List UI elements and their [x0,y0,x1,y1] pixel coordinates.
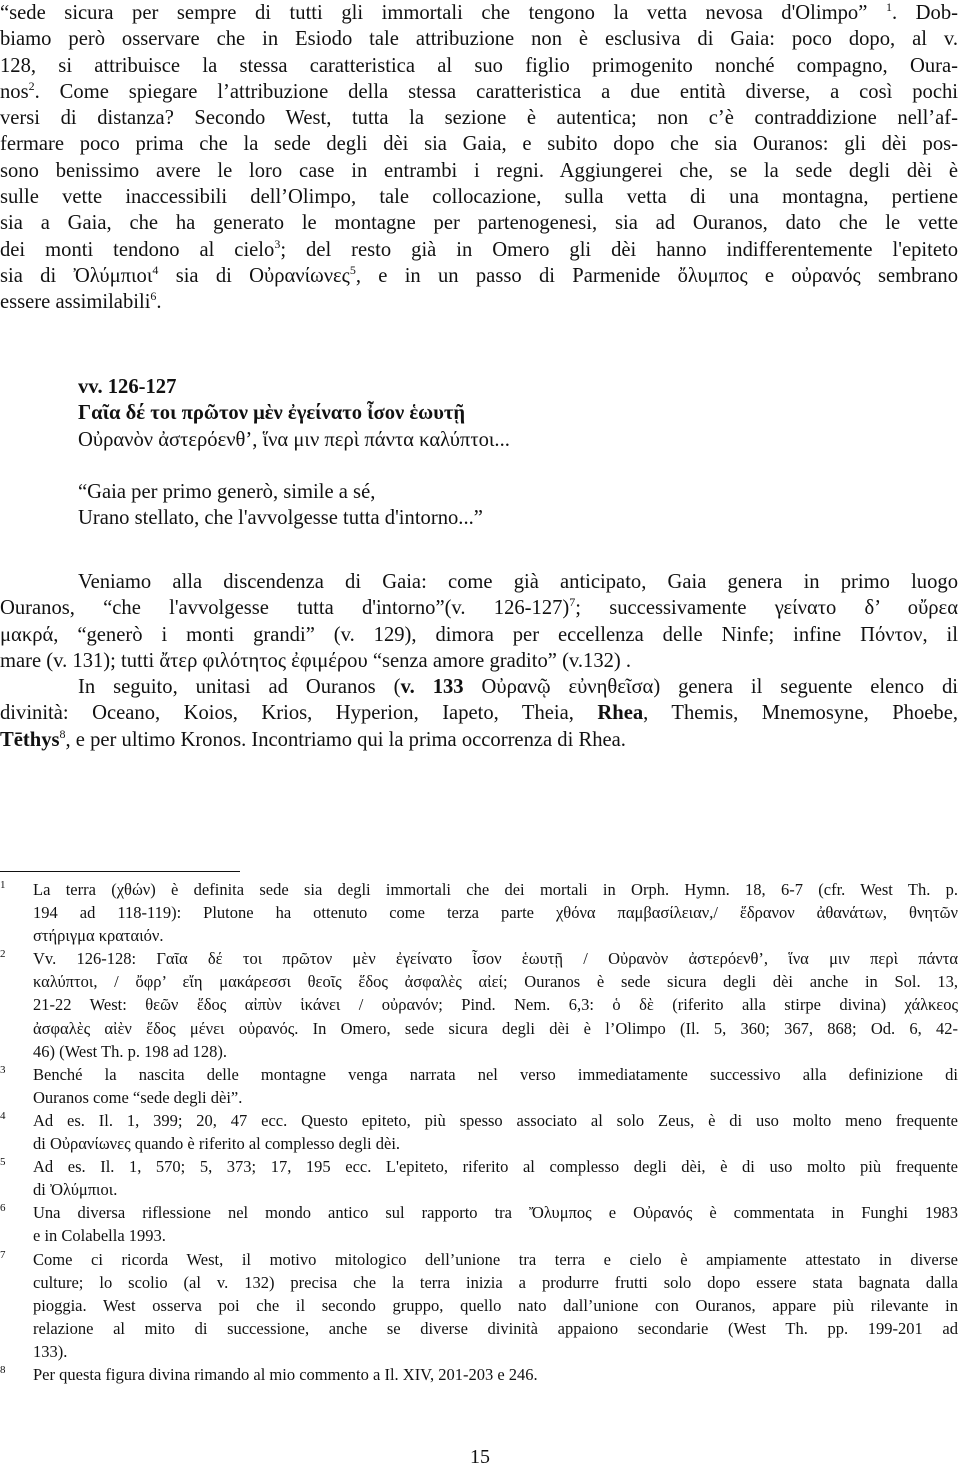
footnote-ref[interactable]: 5 [349,263,356,278]
text-line: Veniamo alla discendenza di Gaia: come già anticipato, Gaia genera in primo luogo [78,571,958,593]
text-span: sia di Ὀλύμπιοι [0,264,153,287]
footnote-number: 8 [0,1363,6,1376]
text-line [0,237,958,263]
footnote-ref[interactable]: 1 [885,0,892,15]
text-span: sia di Οὐρανίωνες [158,264,350,287]
footnote-line: pioggia. West osserva poi che il secondo gruppo, quello nato dall’unione con Ouranos, appare più rilevante in [33,1295,958,1315]
footnote-number: 6 [0,1202,6,1215]
footnote-line: Ad es. Il. 1, 570; 5, 373; 17, 195 ecc. L'epiteto, riferito al complesso degli dèi, è di uso molto più frequente [33,1157,958,1177]
footnote-line: ἀσφαλὲς αἰὲν ἕδος μένει οὐρανός. In Omero, sede sicura degli dèi è l’Olimpo (Il. 5, 360; 367, 868; Od. 6, 42- [33,1018,958,1038]
footnote-line: e in Colabella 1993. [33,1226,166,1246]
text-span: , Themis, Mnemosyne, Phoebe, [643,702,958,725]
text-line [0,700,958,726]
text-span: ; del resto già in Omero gli dèi hanno indifferentemente l'epiteto [280,238,958,261]
text-span: ; successivamente γείνατο δ’ οὔρεα [575,597,958,620]
footnote-number: 1 [0,879,6,891]
text-span: “sede sicura per sempre di tutti gli immortali che tengono la vetta nevosa d'Olimpo” [0,2,886,24]
page-number: 15 [470,1446,490,1468]
verse-reference: vv. 126-127 [78,376,177,398]
text-line [0,674,958,700]
footnote [0,1109,958,1155]
footnote-line: στήριγμα κραταιόν. [33,926,164,946]
footnote-ref[interactable]: 4 [152,263,159,278]
footnote-number: 4 [0,1109,6,1122]
footnote-line: Per questa figura divina rimando al mio commento a Il. XIV, 201-203 e 246. [33,1364,538,1384]
text-span: In seguito, unitasi ad Ouranos ( [78,676,401,699]
footnote-separator [0,871,240,872]
footnote-number: 2 [0,948,6,961]
text-span: . Dob- [891,2,958,24]
footnote-line: 194 ad 118-119): Plutone ha ottenuto come terza parte χθόνα παμβασίλειαν,/ ἕδρανον ἀθανάτων, θνητῶν [33,903,958,923]
footnote-line: culture; lo scolio (al v. 132) precisa che la terra inizia a produrre frutti solo dopo essere stata bagnata dalla [33,1272,958,1292]
name-rhea: Rhea [597,702,644,725]
text-line [0,79,958,105]
footnote-ref[interactable]: 2 [28,79,35,94]
footnote-line: Benché la nascita delle montagne venga narrata nel verso immediatamente successivo alla definizione di [33,1064,958,1084]
text-span: essere assimilabili [0,291,151,314]
paragraph-descendants [0,569,958,753]
name-tethys: Tēthys [0,728,60,751]
italian-translation-line: “Gaia per primo generò, simile a sé, [78,481,376,504]
footnote [0,1248,958,1363]
footnote [0,1363,958,1386]
text-line: mare (v. 131); tutti ἄτερ φιλότητος ἐφιμέρου “senza amore gradito” (v.132) . [0,649,632,672]
paragraph-hesiod-commentary [0,0,958,316]
footnote-line: di Οὐρανίωνες quando è riferito al complesso degli dèi. [33,1134,401,1154]
footnotes-section [0,878,958,1386]
text-line [0,595,958,621]
footnote [0,1155,958,1201]
text-line: sulle vette inaccessibili dell’Olimpo, tale collocazione, sulla vetta di una montagna, pertiene [0,186,958,209]
footnote-ref[interactable]: 7 [569,595,576,610]
greek-verse-line [78,400,678,426]
footnote-line: di Ὀλύμπιοι. [33,1180,118,1200]
text-span: , e per ultimo Kronos. Incontriamo qui la prima occorrenza di Rhea. [65,728,626,751]
text-line: sono benissimo avere le loro case in entrambi i regni. Aggiungerei che, se la sede degli dèi è [0,159,958,182]
text-span: . Come spiegare l’attribuzione della stessa caratteristica a due entità diverse, a così pochi [34,80,958,103]
footnote-line: Come ci ricorda West, il motivo mitologico dell’unione tra terra e cielo è ampiamente attestato in diverse [33,1249,958,1269]
footnote-number: 5 [0,1156,6,1169]
footnote [0,947,958,1062]
text-span: . [156,291,162,314]
greek-verse-line: Οὐρανὸν ἀστερόενθ’, ἵνα μιν περὶ πάντα καλύπτοι... [78,428,510,451]
verse-quotation [78,374,678,532]
footnote-number: 7 [0,1248,6,1261]
text-span: Ouranos, “che l'avvolgesse tutta d'intorno”(v. 126-127) [0,597,570,620]
footnote-line: relazione al mito di successione, anche se diverse divinità appaiono secondarie (West Th. pp. 199-201 ad [33,1318,958,1338]
italian-translation-line: Urano stellato, che l'avvolgesse tutta d'intorno...” [78,507,483,530]
footnote [0,1063,958,1109]
footnote-line: Vv. 126-128: Γαῖα δέ τοι πρῶτον μὲν ἐγείνατο ἶσον ἑωυτῇ / Οὐρανὸν ἀστερόενθ’, ἵνα μιν περὶ πάντα [33,949,958,969]
spacer [78,453,678,479]
footnote-ref[interactable]: 6 [150,289,157,304]
text-span: divinità: Oceano, Koios, Krios, Hyperion, Iapeto, Theia, [0,702,598,725]
text-line: versi di distanza? Secondo West, tutta la sezione è autentica; non c’è contraddizione nell’af- [0,107,958,130]
text-line: μακρά, “generò i monti grandi” (v. 129), dimora per eccellenza delle Ninfe; infine Πόντον, il [0,623,958,646]
greek-verse-text: Γαῖα δέ τοι πρῶτον μὲν ἐγείνατο ἶσον ἑωυτῇ [78,402,466,425]
footnote-line: 46) (West Th. p. 198 ad 128). [33,1041,228,1061]
text-span: Οὐρανῷ εὐνηθεῖσα) genera il seguente elenco di [463,676,958,699]
text-span: nos [0,80,29,103]
text-line: fermare poco prima che la sede degli dèi sia Gaia, e subito dopo che sia Ouranos: gli dèi pos- [0,133,958,156]
text-line [0,727,958,753]
footnote [0,878,958,947]
footnote [0,1201,958,1247]
text-line [0,0,958,26]
text-line [0,263,958,289]
text-span: dei monti tendono al cielo [0,238,275,261]
footnote-line: Una diversa riflessione nel mondo antico sul rapporto tra Ὄλυμπος e Οὐρανός è commentata in Funghi 1983 [33,1203,958,1223]
verse-ref-bold: v. 133 [400,676,464,699]
text-line: 128, si attribuisce la stessa caratteristica al suo figlio primogenito nonché compagno, Oura- [0,54,958,77]
footnote-line: 133). [33,1341,68,1361]
text-line [0,289,958,315]
footnote-line: 21-22 West: θεῶν ἕδος αἰπὺν ἱκάνει / οὐρανόν; Pind. Nem. 6,3: ὁ δὲ (riferito alla stirpe divina) χάλκεος [33,995,958,1015]
footnote-number: 3 [0,1063,6,1076]
footnote-line: La terra (χθών) è definita sede sia degli immortali che dei mortali in Orph. Hymn. 18, 6-7 (cfr. West Th. p. [33,880,958,899]
footnote-ref[interactable]: 8 [59,726,66,741]
footnote-line: Ouranos come “sede degli dèi”. [33,1087,243,1107]
text-span: , e in un passo di Parmenide ὄλυμπος e οὐρανός sembrano [355,264,959,287]
footnote-ref[interactable]: 3 [274,236,281,251]
text-line: sia a Gaia, che ha generato le montagne per partenogenesi, sia ad Ouranos, dato che le vette [0,212,958,235]
footnote-line: Ad es. Il. 1, 399; 20, 47 ecc. Questo epiteto, più spesso associato al solo Zeus, è di uso molto meno frequente [33,1110,958,1130]
footnote-line: καλύπτοι, / ὄφρ’ εἴη μακάρεσσι θεοῖς ἕδος ἀσφαλὲς αἰεί; Ouranos è sede sicura degli dèi anche in Sol. 13, [33,972,958,992]
text-line: biamo però osservare che in Esiodo tale attribuzione non è esclusiva di Gaia: poco dopo, al v. [0,28,958,51]
